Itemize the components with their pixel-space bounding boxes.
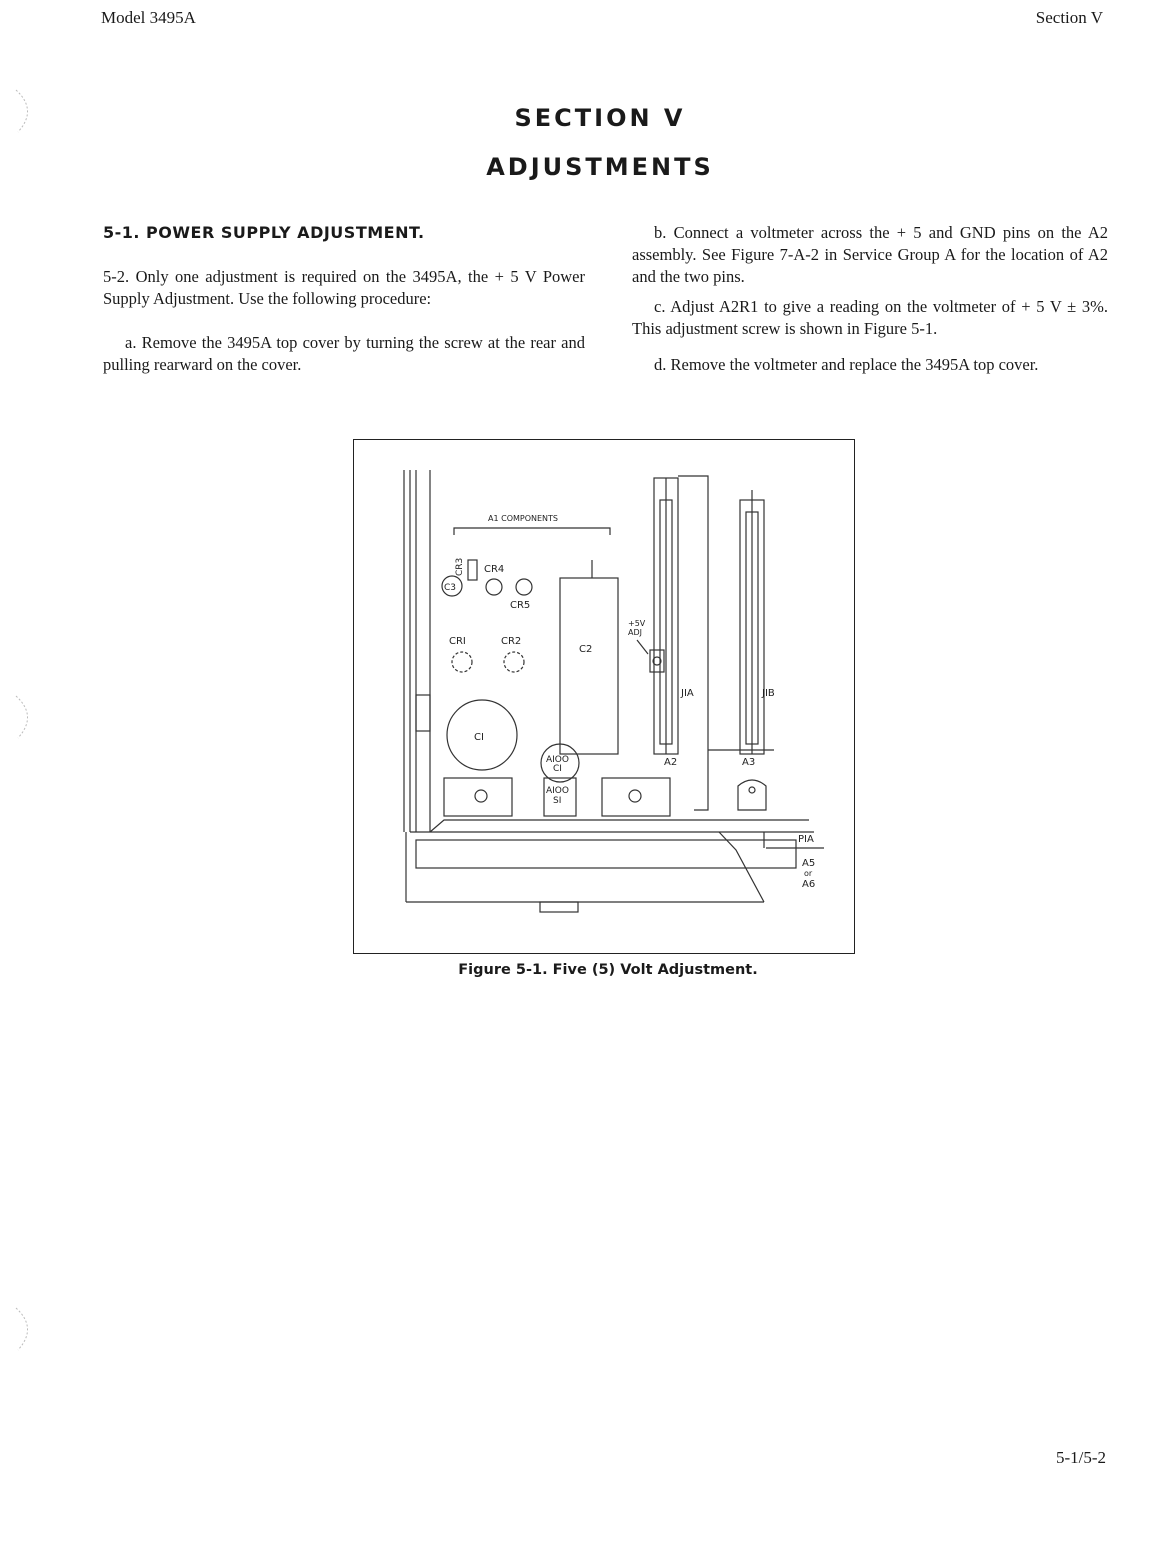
step-a: a. Remove the 3495A top cover by turning the screw at the rear and pulling rearward on the cover. (103, 333, 585, 374)
label-cr5: CR5 (510, 600, 531, 611)
label-a5: A5 (802, 858, 816, 869)
label-a100c1-line1: AIOO (546, 755, 569, 765)
figure-5-1 (353, 439, 855, 954)
section-heading-5-1: 5-1. POWER SUPPLY ADJUSTMENT. (103, 223, 425, 242)
figure-caption: Figure 5-1. Five (5) Volt Adjustment. (458, 962, 758, 978)
label-cr3: CR3 (455, 557, 465, 576)
paragraph-5-2: 5-2. Only one adjustment is required on the 3495A, the + 5 V Power Supply Adjustment. Use the following procedure: (103, 267, 585, 308)
header-model: Model 3495A (101, 8, 196, 27)
label-a6: A6 (802, 879, 816, 890)
label-a100s1-line2: SI (553, 796, 562, 806)
label-cr2: CR2 (501, 636, 522, 647)
section-subtitle: ADJUSTMENTS (486, 153, 714, 181)
step-c: c. Adjust A2R1 to give a reading on the voltmeter of + 5 V ± 3%. This adjustment screw is shown in Figure 5-1. (632, 297, 1108, 338)
left-column (103, 222, 585, 376)
label-cr1: CRI (449, 636, 466, 647)
label-5v-adj-line1: +5V (628, 619, 646, 628)
label-j1a: JIA (681, 688, 694, 699)
label-c3: C3 (444, 583, 457, 593)
page-number: 5-1/5-2 (1056, 1448, 1107, 1467)
binder-hole-mark-top (12, 88, 42, 134)
header-section: Section V (1035, 8, 1103, 27)
step-d: d. Remove the voltmeter and replace the 3495A top cover. (654, 355, 1039, 374)
label-p1a: PIA (798, 834, 814, 845)
right-column (632, 222, 1108, 376)
section-title: SECTION V (514, 104, 686, 132)
figure-drawing (354, 440, 856, 955)
label-j1b: JIB (762, 688, 775, 699)
step-b: b. Connect a voltmeter across the + 5 and GND pins on the A2 assembly. See Figure 7-A-2 in Service Group A for the location of A2 and the two pins. (632, 223, 1108, 286)
label-cr4: CR4 (484, 564, 505, 575)
binder-hole-mark-bottom (12, 1306, 42, 1352)
label-c2: C2 (579, 644, 593, 655)
label-5v-adj-line2: ADJ (628, 628, 642, 637)
label-a2: A2 (664, 757, 678, 768)
label-a3: A3 (742, 757, 756, 768)
binder-hole-mark-middle (12, 694, 42, 740)
label-or: or (804, 869, 813, 878)
label-a100s1-line1: AIOO (546, 786, 569, 796)
label-a100c1-line2: CI (553, 764, 562, 774)
label-c1: CI (474, 732, 484, 743)
label-a1-components: A1 COMPONENTS (488, 514, 558, 523)
